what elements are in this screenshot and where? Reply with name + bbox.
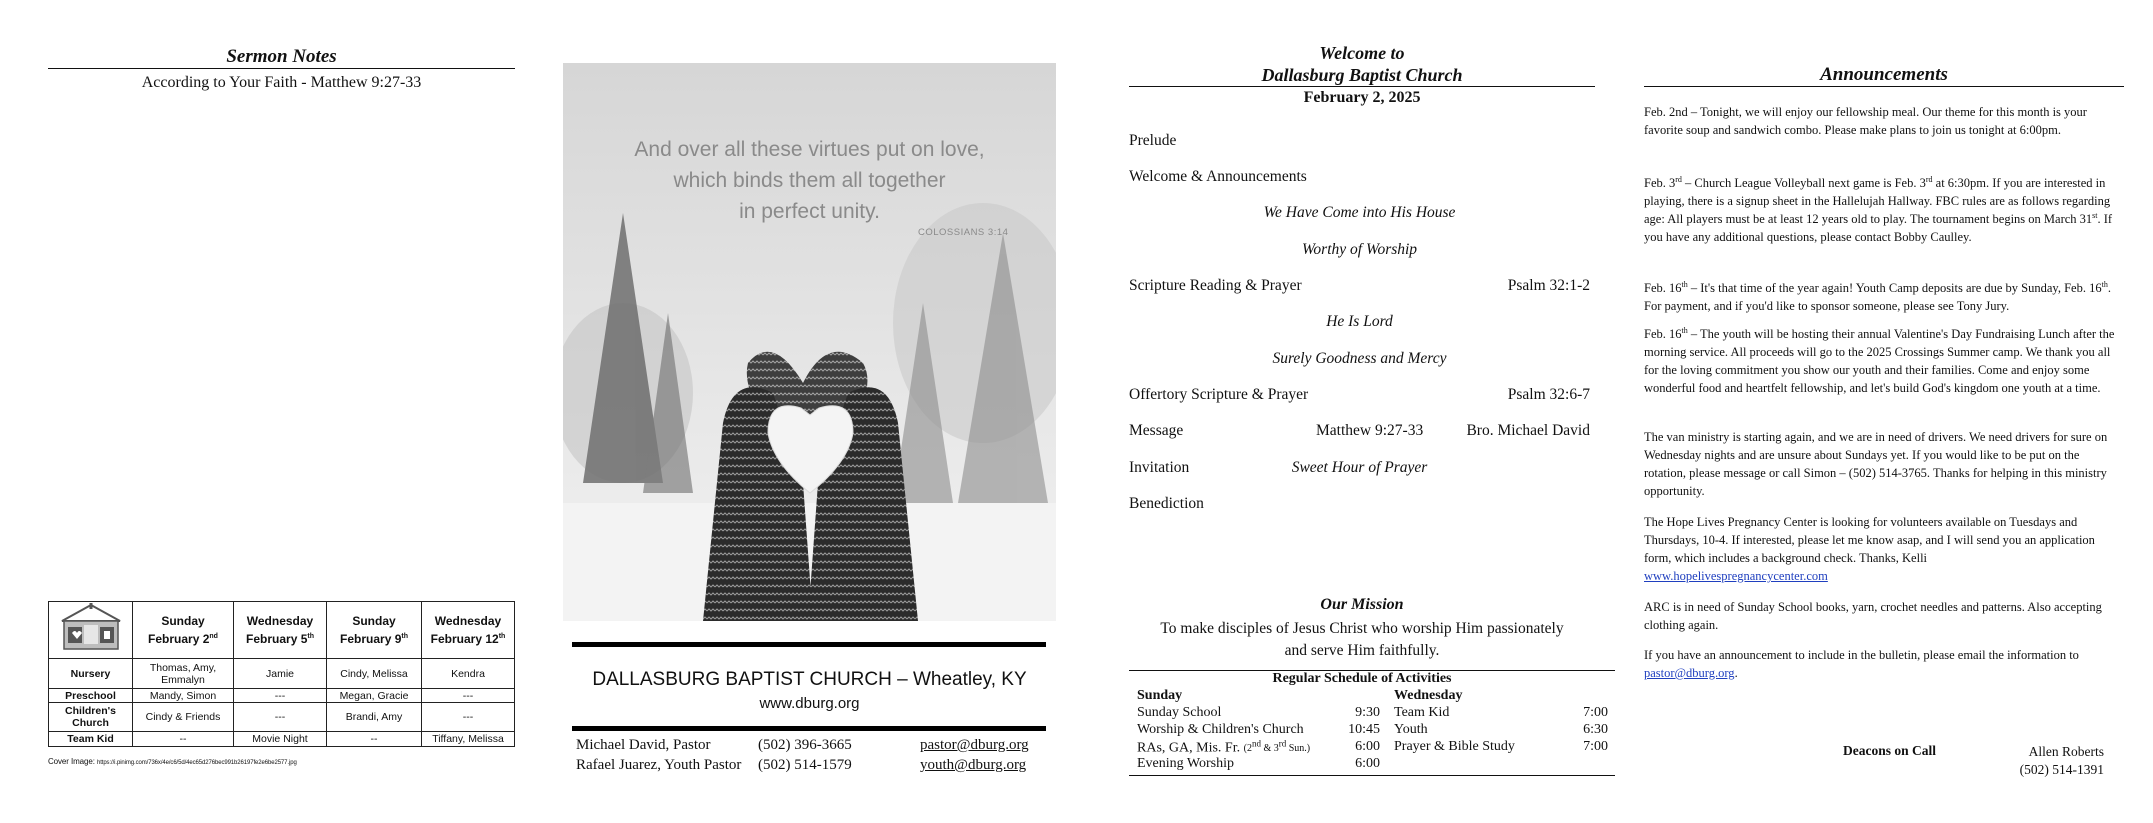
schedule-sunday-item: Evening Worship	[1137, 756, 1234, 771]
schedule-bottom-rule	[1129, 775, 1615, 776]
announcement-item: The van ministry is starting again, and we are in need of drivers. We need drivers for sure on Wednesday nights and are unsure about Sundays yet. If you would like to be put on the rotation, please message or call Simon – (502) 514-3765. Thanks for helping in this ministry opportunity.	[1644, 430, 2108, 498]
announcements-rule	[1644, 86, 2124, 87]
order-item: Benediction	[1129, 495, 1204, 512]
cover-quote: And over all these virtues put on love, which binds them all together in perfect unity.	[634, 138, 985, 223]
announcement-item: Feb. 16th – The youth will be hosting their annual Valentine's Day Fundraising Lunch after the morning service. All proceeds will go to the 2025 Crossings Summer camp. We thank you all for the loving commitment you show our youth and their families. Come and enjoy some wonderful food and heartfelt fellowship, and let's build God's kingdom one youth at a time.	[1644, 325, 2115, 395]
welcome-heading: Welcome to Dallasburg Baptist Church	[1261, 43, 1463, 85]
schedule-sunday-item: RAs, GA, Mis. Fr. (2nd & 3rd Sun.)	[1137, 739, 1311, 756]
announcement-item: If you have an announcement to include in the bulletin, please email the information to pastor@dburg.org.	[1644, 648, 2079, 680]
order-item: Message Matthew 9:27-33 Bro. Michael David	[1129, 422, 1590, 439]
deacons-on-call-label: Deacons on Call	[1843, 743, 1937, 758]
order-item: We Have Come into His House	[1263, 204, 1456, 221]
table-row: Children's Church Cindy & Friends --- Brandi, Amy ---	[49, 703, 515, 732]
announcement-item: Feb. 16th – It's that time of the year again! Youth Camp deposits are due by Sunday, Feb. 16th. For payment, and if you'd like to sponsor someone, please see Tony Jury.	[1644, 279, 2111, 313]
order-item: Worthy of Worship	[1301, 241, 1418, 258]
order-item: Surely Goodness and Mercy	[1272, 350, 1447, 367]
schedule-wednesday-time: 6:30	[1583, 722, 1608, 737]
church-name: DALLASBURG BAPTIST CHURCH – Wheatley, KY	[592, 669, 1027, 690]
nursery-schedule-table	[48, 601, 515, 747]
announcement-item: Feb. 3rd – Church League Volleyball next game is Feb. 3rd at 6:30pm. If you are interested in playing, there is a signup sheet in the Hallelujah Hallway. FBC rules are as follows regarding age: All players must be at least 12 years old to play. The tournament begins on March 31st. If you have any additional questions, please contact Bobby Caulley.	[1644, 174, 2113, 244]
church-logo	[49, 602, 133, 659]
pastor-email-link[interactable]: pastor@dburg.org	[920, 737, 1029, 753]
schedule-sunday-time: 6:00	[1355, 739, 1380, 754]
cover-image-credit: Cover Image: https://i.pinimg.com/736x/4e/c6/5d/4ec65d276bec991b26197fe2e6be2577.jpg	[48, 757, 297, 766]
church-logo-icon	[60, 603, 122, 653]
order-item: Welcome & Announcements	[1129, 168, 1307, 185]
order-item: Scripture Reading & Prayer Psalm 32:1-2	[1129, 277, 1590, 294]
schedule-wednesday-time: 7:00	[1583, 739, 1608, 754]
nursery-header-row	[49, 602, 515, 659]
bulletin-date: February 2, 2025	[1303, 89, 1421, 106]
bulletin-email-link[interactable]: pastor@dburg.org	[1644, 666, 1735, 680]
announcement-item: The Hope Lives Pregnancy Center is looking for volunteers available on Tuesdays and Thursdays, 10-4. If interested, please let me know asap, and I will send you an application form, which includes a background check. Thanks, Kelli www.hopelivespregnancycenter.com	[1644, 515, 2095, 583]
church-website: www.dburg.org	[759, 695, 860, 712]
schedule-wednesday-item: Prayer & Bible Study	[1394, 739, 1515, 754]
youth-email-link[interactable]: youth@dburg.org	[920, 757, 1027, 773]
welcome-rule	[1129, 86, 1595, 87]
cover-quote-reference: COLOSSIANS 3:14	[918, 227, 1009, 238]
staff-row-youth: Rafael Juarez, Youth Pastor (502) 514-1579 youth@dburg.org	[576, 757, 1027, 773]
staff-row-pastor: Michael David, Pastor (502) 396-3665 pastor@dburg.org	[576, 737, 1029, 753]
nursery-col-4: Wednesday February 12th	[422, 602, 515, 659]
cover-bottom-bar	[572, 726, 1046, 731]
nursery-col-3: Sunday February 9th	[327, 602, 422, 659]
sermon-notes-subtitle: According to Your Faith - Matthew 9:27-33	[141, 74, 422, 91]
schedule-sunday-time: 9:30	[1355, 705, 1380, 720]
cover-top-bar	[572, 642, 1046, 647]
nursery-col-1: Sunday February 2nd	[133, 602, 234, 659]
sermon-notes-title: Sermon Notes	[226, 46, 337, 67]
order-item: He Is Lord	[1326, 313, 1393, 330]
schedule-sunday-item: Sunday School	[1137, 705, 1222, 720]
announcements-title: Announcements	[1820, 64, 1948, 85]
schedule-sunday-item: Worship & Children's Church	[1137, 722, 1304, 737]
announcement-item: ARC is in need of Sunday School books, yarn, crochet needles and patterns. Also accepting clothing again.	[1644, 600, 2102, 632]
nursery-col-2: Wednesday February 5th	[234, 602, 327, 659]
schedule-wednesday-header: Wednesday	[1394, 688, 1463, 703]
sermon-notes-rule	[48, 68, 515, 69]
pregnancy-center-link[interactable]: www.hopelivespregnancycenter.com	[1644, 569, 1828, 583]
schedule-sunday-time: 6:00	[1355, 756, 1380, 771]
schedule-sunday-header: Sunday	[1137, 688, 1183, 703]
table-row: Nursery Thomas, Amy, Emmalyn Jamie Cindy, Melissa Kendra	[49, 659, 515, 689]
announcement-item: Feb. 2nd – Tonight, we will enjoy our fellowship meal. Our theme for this month is your favorite soup and sandwich combo. Please make plans to join us tonight at 6:00pm.	[1644, 105, 2087, 137]
schedule-sunday-time: 10:45	[1348, 722, 1380, 737]
schedule-wednesday-item: Youth	[1394, 722, 1428, 737]
order-item: Invitation Sweet Hour of Prayer	[1129, 459, 1428, 476]
mission-statement: To make disciples of Jesus Christ who worship Him passionately and serve Him faithfully.	[1160, 620, 1564, 659]
schedule-wednesday-item: Team Kid	[1394, 705, 1450, 720]
order-item: Prelude	[1129, 132, 1177, 149]
order-item: Offertory Scripture & Prayer Psalm 32:6-7	[1129, 386, 1590, 403]
schedule-wednesday-time: 7:00	[1583, 705, 1608, 720]
deacon-on-call: Allen Roberts (502) 514-1391	[2019, 744, 2104, 777]
table-row: Team Kid -- Movie Night -- Tiffany, Melissa	[49, 732, 515, 747]
schedule-title: Regular Schedule of Activities	[1272, 671, 1452, 686]
table-row: Preschool Mandy, Simon --- Megan, Gracie ---	[49, 689, 515, 703]
mission-title: Our Mission	[1320, 596, 1404, 613]
